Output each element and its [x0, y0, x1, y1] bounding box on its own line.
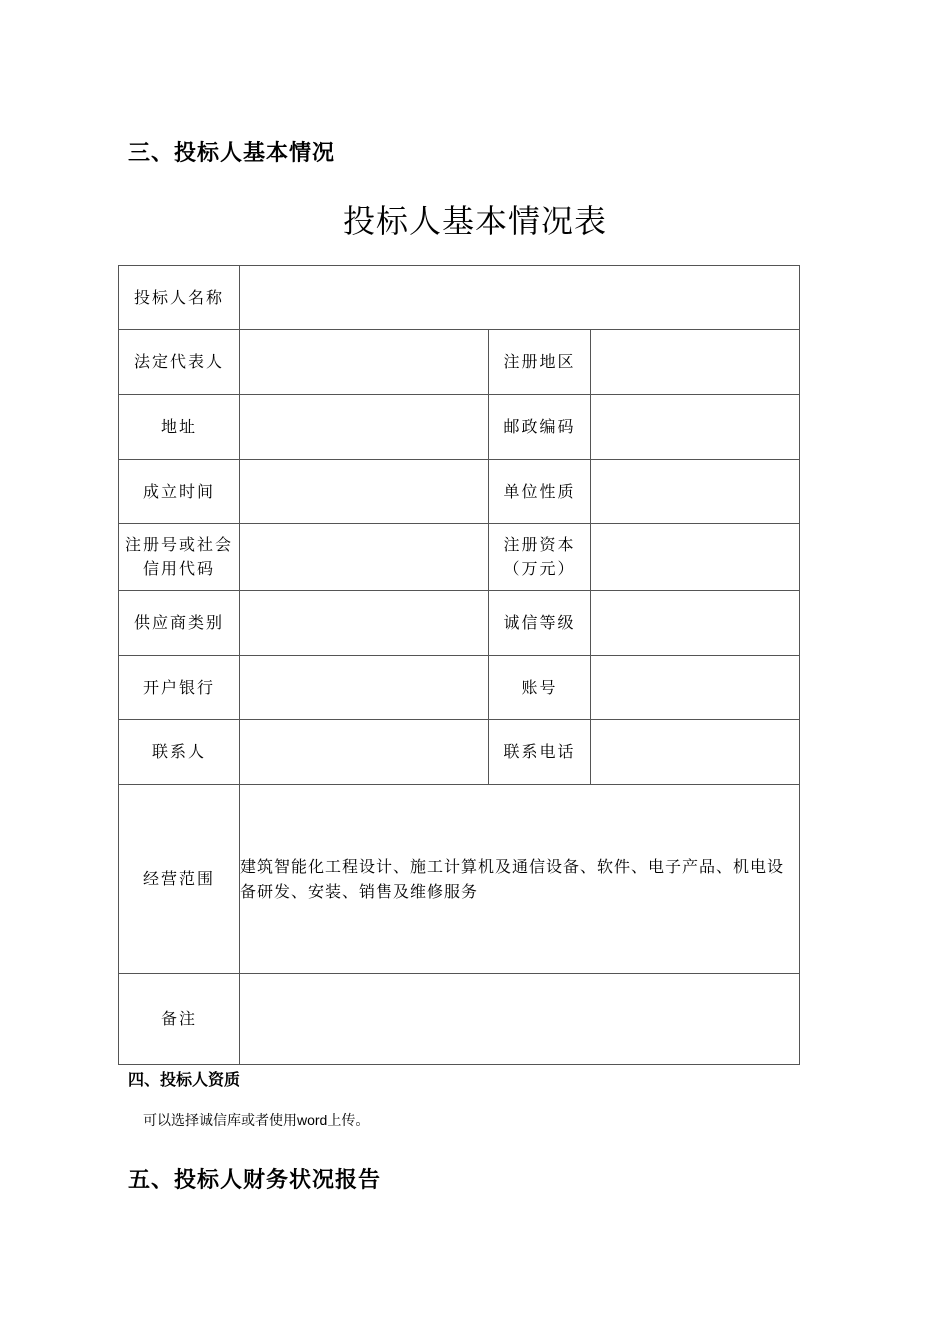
- bidder-info-table: [118, 265, 800, 1065]
- account-label: 账号: [489, 656, 591, 720]
- scope-value[interactable]: 建筑智能化工程设计、施工计算机及通信设备、软件、电子产品、机电设备研发、安装、销售及维修服务: [240, 785, 800, 974]
- name-label: 投标人名称: [119, 266, 240, 330]
- bank-value-cell[interactable]: [240, 656, 489, 720]
- remarks-label: 备注: [119, 974, 240, 1065]
- account-value-cell[interactable]: [591, 656, 800, 720]
- unit-nature-value-cell[interactable]: [591, 460, 800, 524]
- address-value-cell[interactable]: [240, 395, 489, 460]
- address-label: 地址: [119, 395, 240, 460]
- unit-nature-label: 单位性质: [489, 460, 591, 524]
- founded-value-cell[interactable]: [240, 460, 489, 524]
- founded-label: 成立时间: [119, 460, 240, 524]
- contact-value-cell[interactable]: [240, 720, 489, 785]
- phone-label: 联系电话: [489, 720, 591, 785]
- credit-level-label: 诚信等级: [489, 591, 591, 656]
- reg-region-label: 注册地区: [489, 330, 591, 395]
- legal-rep-label: 法定代表人: [119, 330, 240, 395]
- reg-capital-label: 注册资本（万元）: [489, 524, 591, 591]
- reg-no-value-cell[interactable]: [240, 524, 489, 591]
- postal-label: 邮政编码: [489, 395, 591, 460]
- bank-label: 开户银行: [119, 656, 240, 720]
- supplier-type-value-cell[interactable]: [240, 591, 489, 656]
- reg-no-label: 注册号或社会信用代码: [119, 524, 240, 591]
- section-3-heading: 三、投标人基本情况: [128, 141, 336, 166]
- table-title: 投标人基本情况表: [342, 202, 607, 240]
- scope-label: 经营范围: [119, 785, 240, 974]
- section-4-heading: 四、投标人资质: [128, 1070, 241, 1089]
- postal-value-cell[interactable]: [591, 395, 800, 460]
- credit-level-value-cell[interactable]: [591, 591, 800, 656]
- phone-value-cell[interactable]: [591, 720, 800, 785]
- name-value-cell[interactable]: [240, 266, 800, 330]
- reg-region-value-cell[interactable]: [591, 330, 800, 395]
- legal-rep-value-cell[interactable]: [240, 330, 489, 395]
- reg-capital-value-cell[interactable]: [591, 524, 800, 591]
- section-5-heading: 五、投标人财务状况报告: [128, 1168, 382, 1193]
- supplier-type-label: 供应商类别: [119, 591, 240, 656]
- section-4-note: 可以选择诚信库或者使用word上传。: [143, 1112, 370, 1128]
- remarks-value-cell[interactable]: [240, 974, 800, 1065]
- contact-label: 联系人: [119, 720, 240, 785]
